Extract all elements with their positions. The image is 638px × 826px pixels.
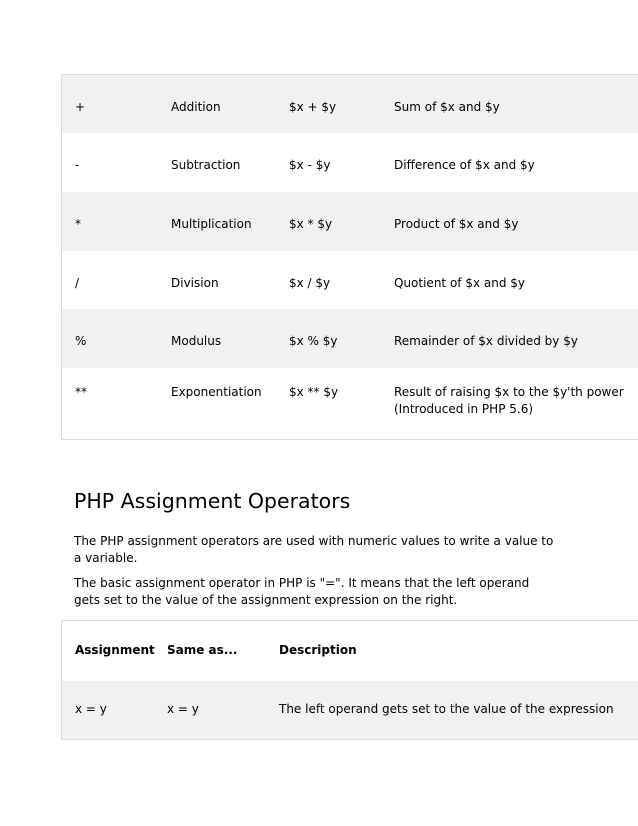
operator-cell: + xyxy=(75,100,86,114)
example-cell: $x + $y xyxy=(289,100,337,114)
name-cell: Multiplication xyxy=(171,216,252,231)
basic-line-1: The basic assignment operator in PHP is "=". It means that the left operand xyxy=(74,576,530,590)
intro-paragraph xyxy=(74,533,574,567)
name-cell: Subtraction xyxy=(171,158,241,173)
result-cell xyxy=(394,368,638,418)
table-row xyxy=(62,251,638,310)
table-header-row xyxy=(62,621,638,681)
table-row xyxy=(62,75,638,134)
result-cell: Sum of $x and $y xyxy=(394,100,500,114)
result-cell: Product of $x and $y xyxy=(394,216,519,231)
table-row xyxy=(62,192,638,251)
example-cell: $x ** $y xyxy=(289,384,339,399)
example-cell: $x - $y xyxy=(289,158,331,173)
basic-operator-paragraph xyxy=(74,575,574,609)
header-same-as: Same as... xyxy=(167,643,238,658)
same-as-cell: x = y xyxy=(167,702,199,717)
result-text: Result of raising $x to the $y'th power xyxy=(394,384,624,399)
name-cell: Modulus xyxy=(171,334,222,349)
arithmetic-operators-table xyxy=(61,74,638,440)
name-cell: Division xyxy=(171,275,219,290)
table-row xyxy=(62,368,638,440)
description-cell: The left operand gets set to the value of the expression xyxy=(279,702,614,717)
assignment-cell: x = y xyxy=(75,702,107,717)
example-cell: $x % $y xyxy=(289,334,338,349)
result-cell: Quotient of $x and $y xyxy=(394,275,525,290)
name-cell: Exponentiation xyxy=(171,384,262,399)
operator-cell: * xyxy=(75,216,81,231)
operator-cell: % xyxy=(75,334,87,349)
example-cell: $x * $y xyxy=(289,216,333,231)
header-assignment: Assignment xyxy=(75,643,155,658)
intro-line-2: a variable. xyxy=(74,551,138,565)
intro-line-1: The PHP assignment operators are used with numeric values to write a value to xyxy=(74,534,554,548)
result-cell: Difference of $x and $y xyxy=(394,158,535,173)
header-description: Description xyxy=(279,643,357,658)
example-cell: $x / $y xyxy=(289,275,331,290)
table-row xyxy=(62,133,638,192)
operator-cell: - xyxy=(75,158,80,173)
table-row xyxy=(62,309,638,368)
section-title: PHP Assignment Operators xyxy=(74,489,351,513)
result-cell: Remainder of $x divided by $y xyxy=(394,334,578,349)
table-row xyxy=(62,681,638,740)
operator-cell: / xyxy=(75,275,80,290)
basic-line-2: gets set to the value of the assignment expression on the right. xyxy=(74,593,458,607)
name-cell: Addition xyxy=(171,100,221,114)
assignment-operators-table xyxy=(61,620,638,740)
result-note: (Introduced in PHP 5.6) xyxy=(394,401,534,416)
operator-cell: ** xyxy=(75,384,87,399)
